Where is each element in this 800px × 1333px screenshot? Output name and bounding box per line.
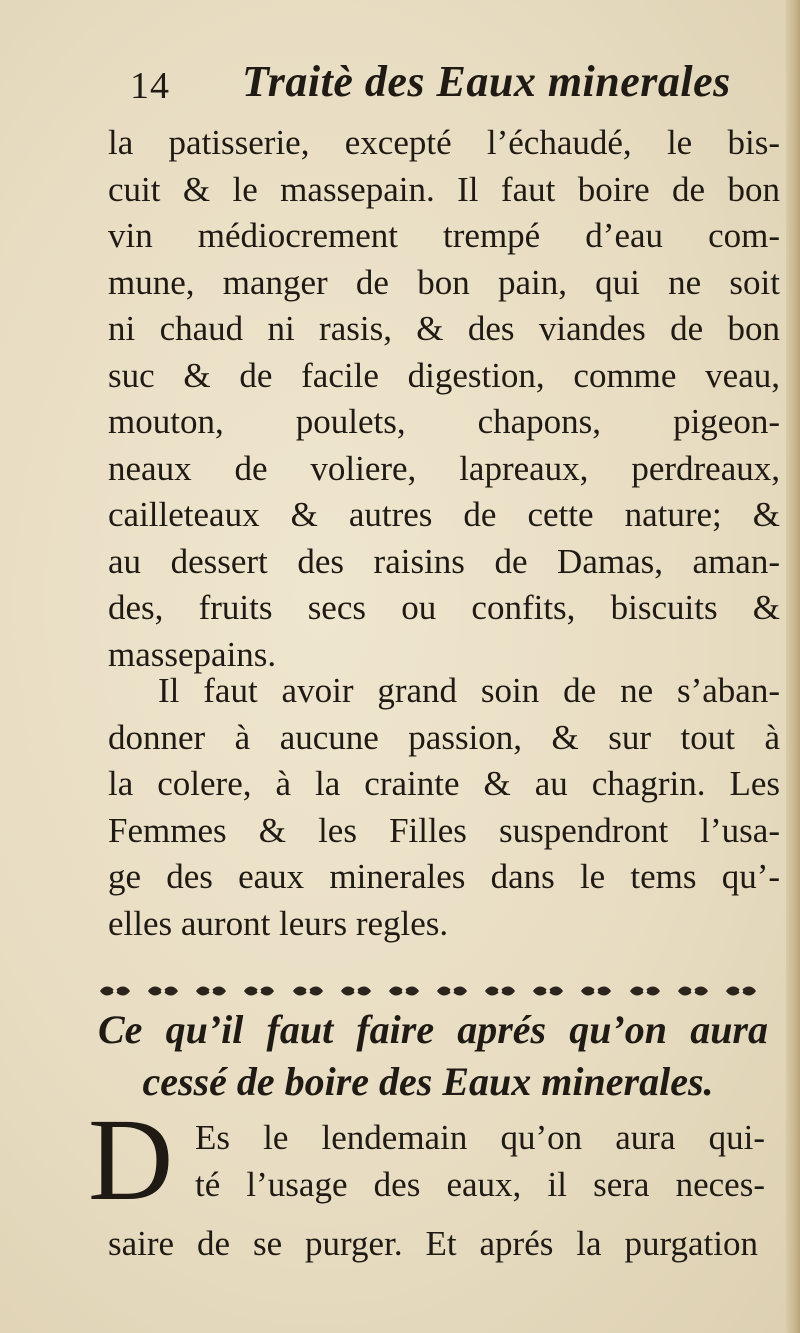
text-line: té l’usage des eaux, il sera neces-	[195, 1164, 765, 1204]
running-title: Traitè des Eaux minerales	[242, 57, 731, 106]
fleuron-ornament-icon	[628, 984, 662, 998]
fleuron-ornament-icon	[242, 984, 276, 998]
fleuron-ornament-icon	[531, 984, 565, 998]
text-line: suc & de facile digestion, comme veau,	[108, 355, 780, 395]
fleuron-ornament-icon	[339, 984, 373, 998]
text-line: neaux de voliere, lapreaux, perdreaux,	[108, 448, 780, 488]
text-line: ge des eaux minerales dans le tems qu’-	[108, 857, 780, 896]
page-number: 14	[130, 65, 170, 107]
dropcap-paragraph	[195, 1115, 765, 1208]
text-line: la colere, à la crainte & au chagrin. Les	[108, 764, 780, 803]
page-gutter	[786, 0, 800, 1333]
fleuron-ornament-icon	[579, 984, 613, 998]
text-line: elles auront leurs regles.	[108, 903, 449, 943]
text-line: la patisserie, excepté l’échaudé, le bis-	[108, 123, 780, 162]
fleuron-ornament-icon	[483, 984, 517, 998]
text-line: mune, manger de bon pain, qui ne soit	[108, 262, 780, 302]
text-line: Il faut avoir grand soin de ne s’aban-	[158, 671, 780, 710]
text-line: mouton, poulets, chapons, pigeon-	[108, 402, 780, 441]
fleuron-ornament-icon	[194, 984, 228, 998]
text-line: donner à aucune passion, & sur tout à	[108, 717, 780, 757]
text-line: au dessert des raisins de Damas, aman-	[108, 541, 780, 581]
fleuron-ornament-icon	[435, 984, 469, 998]
fleuron-ornament-icon	[724, 984, 758, 998]
fleuron-ornament-icon	[98, 984, 132, 998]
section-heading-line-1: Ce qu’il faut faire aprés qu’on aura	[98, 1007, 768, 1052]
text-line: Es le lendemain qu’on aura qui-	[195, 1118, 765, 1157]
paragraph-continuation	[108, 1221, 758, 1268]
paragraph-passions	[108, 668, 780, 947]
text-line: cuit & le massepain. Il faut boire de bon	[108, 169, 780, 209]
running-head	[130, 52, 750, 112]
text-line: Femmes & les Filles suspendront l’usa-	[108, 810, 780, 850]
text-line: massepains.	[108, 634, 277, 674]
ornamental-divider	[98, 980, 758, 1002]
paragraph-diet	[108, 120, 780, 678]
section-heading-line-2: cessé de boire des Eaux minerales.	[142, 1059, 714, 1104]
fleuron-ornament-icon	[676, 984, 710, 998]
text-line: ni chaud ni rasis, & des viandes de bon	[108, 309, 780, 348]
text-line: des, fruits secs ou confits, biscuits &	[108, 588, 780, 627]
fleuron-ornament-icon	[387, 984, 421, 998]
fleuron-ornament-icon	[291, 984, 325, 998]
text-line: cailleteaux & autres de cette nature; &	[108, 495, 780, 534]
text-line: saire de se purger. Et aprés la purgation	[108, 1224, 758, 1263]
text-line: vin médiocrement trempé d’eau com-	[108, 216, 780, 255]
drop-cap: D	[88, 1094, 174, 1225]
fleuron-ornament-icon	[146, 984, 180, 998]
